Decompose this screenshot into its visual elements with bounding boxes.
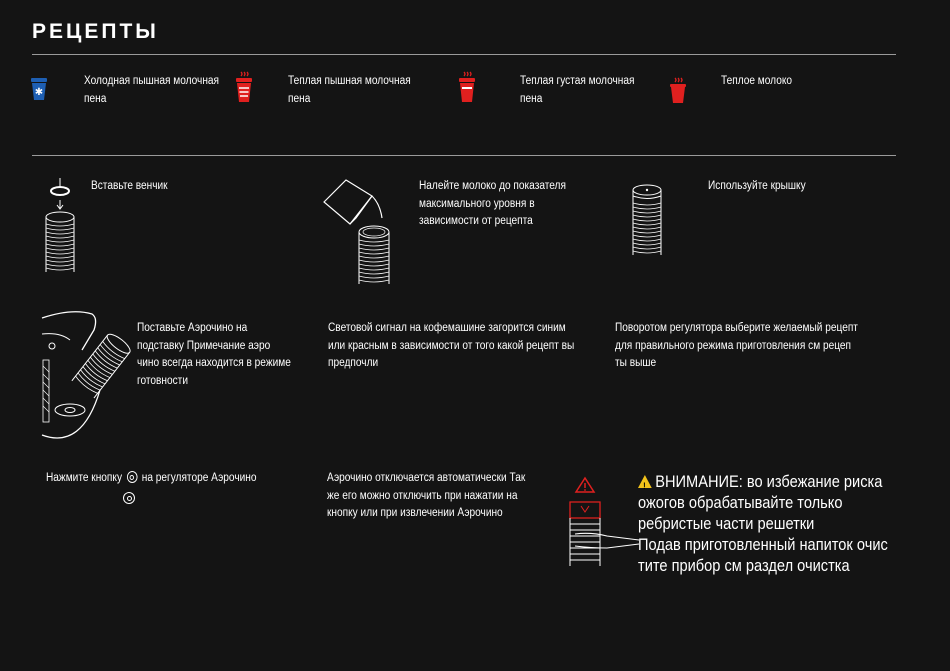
warm-froth-cup-icon bbox=[235, 71, 253, 109]
step-pour-milk: Налейте молоко до показателя максимального уровня в зависимости от рецепта bbox=[419, 180, 566, 227]
recipe-label-warm-dense-froth: Теплая густая молочная пена bbox=[520, 75, 635, 105]
warning-triangle-icon bbox=[638, 475, 652, 488]
step-light-signal: Световой сигнал на кофемашине загорится синим или красным в зависимости от того какой рецепт вы предпочли bbox=[328, 322, 575, 369]
warning-block bbox=[638, 471, 913, 576]
step-press-button-before: Нажмите кнопку bbox=[46, 472, 123, 484]
warning-text: ВНИМАНИЕ: во избежание риска ожогов обрабатывайте только ребристые части решетки Подав приготовленный напиток очис тите прибор см раздел очистка bbox=[638, 472, 888, 575]
recipe-label-cold-froth: Холодная пышная молочная пена bbox=[84, 75, 220, 105]
step-press-button bbox=[46, 470, 256, 488]
step-insert-whisk: Вставьте венчик bbox=[91, 180, 168, 192]
power-button-icon bbox=[127, 471, 138, 483]
warm-dense-froth-cup-icon bbox=[458, 71, 476, 109]
svg-text:✱: ✱ bbox=[34, 87, 44, 98]
step-auto-off: Аэрочино отключается автоматически Так же его можно отключить при нажатии на кнопку или при извлечении Аэрочино bbox=[327, 472, 526, 519]
power-button-symbol-icon bbox=[123, 489, 135, 507]
whisk-insert-illustration bbox=[42, 178, 82, 283]
recipe-label-warm-milk: Теплое молоко bbox=[721, 75, 792, 87]
machine-stand-illustration bbox=[42, 310, 137, 450]
cold-froth-cup-icon bbox=[30, 76, 48, 109]
grip-warning-illustration bbox=[567, 474, 639, 575]
divider-top bbox=[32, 54, 896, 55]
warm-milk-cup-icon bbox=[669, 77, 687, 109]
step-press-button-after: на регуляторе Аэрочино bbox=[141, 472, 257, 484]
page-title: РЕЦЕПТЫ bbox=[32, 20, 159, 43]
divider-middle bbox=[32, 155, 896, 156]
milk-pour-illustration bbox=[322, 178, 402, 295]
step-place-on-stand: Поставьте Аэрочино на подставку Примечание аэро чино всегда находится в режиме готовности bbox=[137, 322, 291, 387]
lid-illustration bbox=[630, 183, 666, 266]
step-use-lid: Используйте крышку bbox=[708, 180, 806, 192]
step-select-recipe: Поворотом регулятора выберите желаемый рецепт для правильного режима приготовления см рецеп ты выше bbox=[615, 322, 858, 369]
recipe-label-warm-froth: Теплая пышная молочная пена bbox=[288, 75, 411, 105]
